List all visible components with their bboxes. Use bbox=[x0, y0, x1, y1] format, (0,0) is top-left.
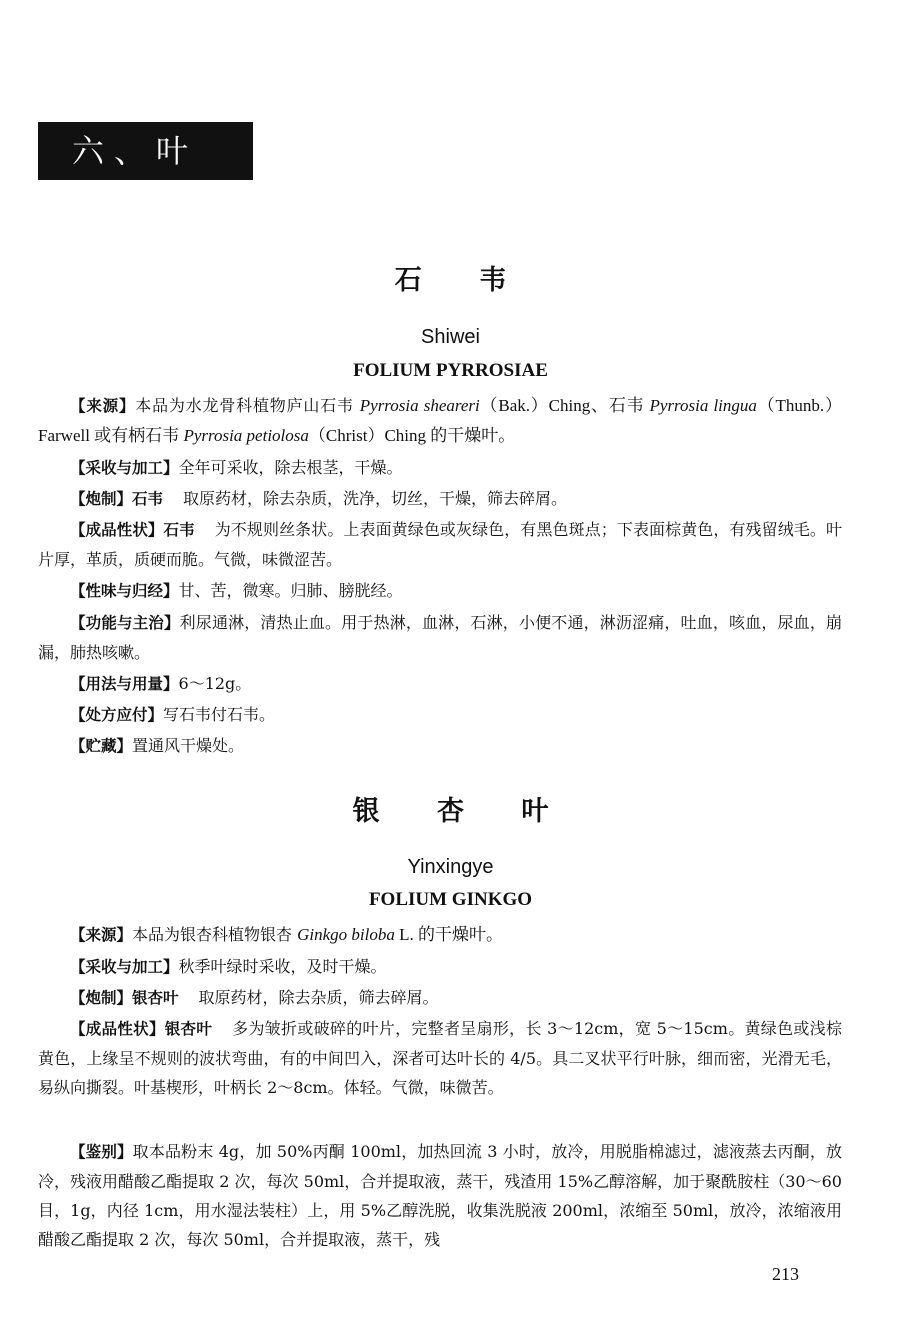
section-text: 取原药材，除去杂质，洗净，切丝，干燥，筛去碎屑。 bbox=[183, 489, 568, 508]
source-text: （Bak.）Ching、石韦 bbox=[479, 396, 650, 415]
section-text: 多为皱折或破碎的叶片，完整者呈扇形，长 3～12cm，宽 5～15cm。黄绿色或浅棕黄色，上缘呈不规则的波状弯曲，有的中间凹入，深者可达叶长的 4/5。具二叉状平行叶脉，细而密，光滑无毛，易纵向撕裂。叶基楔形，叶柄长 2～8cm。体轻。气微，味微苦。 bbox=[38, 1019, 842, 1097]
section-process bbox=[38, 983, 842, 1013]
sub-label: 银杏叶 bbox=[132, 989, 179, 1007]
section-text: 取本品粉末 4g，加 50%丙酮 100ml，加热回流 3 小时，放冷，用脱脂棉滤过，滤液蒸去丙酮，放冷，残液用醋酸乙酯提取 2 次，每次 50ml，合并提取液，蒸干，残渣用 15%乙醇溶解，加于聚酰胺柱（30～60 目，1g，内径 1cm，用水湿法装柱）上，用 5%乙醇洗脱，收集洗脱液 200ml，浓缩至 50ml，放冷，浓缩液用醋酸乙酯提取 2 次，每次 50ml，合并提取液，蒸干，残 bbox=[38, 1142, 842, 1249]
herb-title-shiwei: 石 韦 bbox=[394, 265, 507, 296]
page-number: 213 bbox=[772, 1264, 799, 1284]
section-text: 置通风干燥处。 bbox=[132, 736, 245, 755]
section-product bbox=[38, 1014, 842, 1102]
section-product bbox=[38, 515, 842, 574]
section-text: 为不规则丝条状。上表面黄绿色或灰绿色，有黑色斑点；下表面棕黄色，有残留绒毛。叶片厚，革质，质硬而脆。气微，味微涩苦。 bbox=[38, 520, 842, 569]
latin-name-shiwei: FOLIUM PYRROSIAE bbox=[353, 360, 548, 381]
source-text: 本品为水龙骨科植物庐山石韦 bbox=[135, 396, 360, 415]
species-name: Pyrrosia petiolosa bbox=[183, 426, 309, 445]
chapter-heading: 六、叶 类 bbox=[38, 122, 253, 180]
species-name: Pyrrosia sheareri bbox=[359, 396, 480, 415]
latin-name-yinxingye: FOLIUM GINKGO bbox=[368, 889, 533, 910]
section-label: 【成品性状】 bbox=[70, 1020, 165, 1038]
sub-label: 银杏叶 bbox=[164, 1020, 213, 1038]
section-label: 【性味与归经】 bbox=[70, 582, 179, 600]
sub-label: 石韦 bbox=[163, 521, 195, 539]
section-identify bbox=[38, 1137, 842, 1254]
section-text: 利尿通淋，清热止血。用于热淋，血淋，石淋，小便不通，淋沥涩痛，吐血，咳血，尿血，崩漏，肺热咳嗽。 bbox=[38, 613, 842, 662]
section-label: 【采收与加工】 bbox=[70, 958, 179, 976]
section-text: 取原药材，除去杂质，筛去碎屑。 bbox=[198, 988, 439, 1007]
section-label: 【炮制】 bbox=[70, 490, 133, 508]
section-text: 全年可采收，除去根茎，干燥。 bbox=[178, 458, 403, 477]
source-text: L. 的干燥叶。 bbox=[394, 925, 503, 944]
section-text: 6～12g。 bbox=[178, 674, 252, 693]
section-label: 【成品性状】 bbox=[70, 521, 164, 539]
section-label: 【贮藏】 bbox=[70, 737, 133, 755]
section-label: 【采收与加工】 bbox=[70, 459, 179, 477]
section-source bbox=[38, 920, 842, 950]
section-text: 写石韦付石韦。 bbox=[163, 705, 276, 724]
section-label: 【来源】 bbox=[70, 397, 136, 415]
species-name: Pyrrosia lingua bbox=[649, 396, 757, 415]
pinyin-shiwei: Shiwei bbox=[421, 326, 480, 348]
section-nature bbox=[38, 576, 842, 606]
section-function bbox=[38, 608, 842, 667]
section-label: 【炮制】 bbox=[70, 989, 133, 1007]
sub-label: 石韦 bbox=[132, 490, 164, 508]
section-label: 【功能与主治】 bbox=[70, 614, 180, 632]
section-source bbox=[38, 391, 842, 450]
source-text: （Christ）Ching 的干燥叶。 bbox=[308, 426, 516, 445]
section-harvest bbox=[38, 453, 842, 483]
section-process bbox=[38, 484, 842, 514]
source-text: 本品为银杏科植物银杏 bbox=[132, 925, 298, 944]
section-label: 【处方应付】 bbox=[70, 706, 164, 724]
herb-title-yinxingye: 银 杏 叶 bbox=[352, 796, 549, 827]
pinyin-yinxingye: Yinxingye bbox=[407, 856, 494, 878]
section-label: 【用法与用量】 bbox=[70, 675, 179, 693]
section-usage bbox=[38, 669, 842, 699]
section-text: 甘、苦，微寒。归肺、膀胱经。 bbox=[178, 581, 403, 600]
section-label: 【来源】 bbox=[70, 926, 133, 944]
section-prescription bbox=[38, 700, 842, 730]
species-name: Ginkgo biloba bbox=[297, 925, 395, 944]
source-text: （Thunb.）Farwell 或有柄石韦 bbox=[38, 396, 842, 445]
section-harvest bbox=[38, 952, 842, 982]
section-storage bbox=[38, 731, 842, 761]
section-text: 秋季叶绿时采收，及时干燥。 bbox=[178, 957, 387, 976]
section-label: 【鉴别】 bbox=[70, 1143, 133, 1161]
